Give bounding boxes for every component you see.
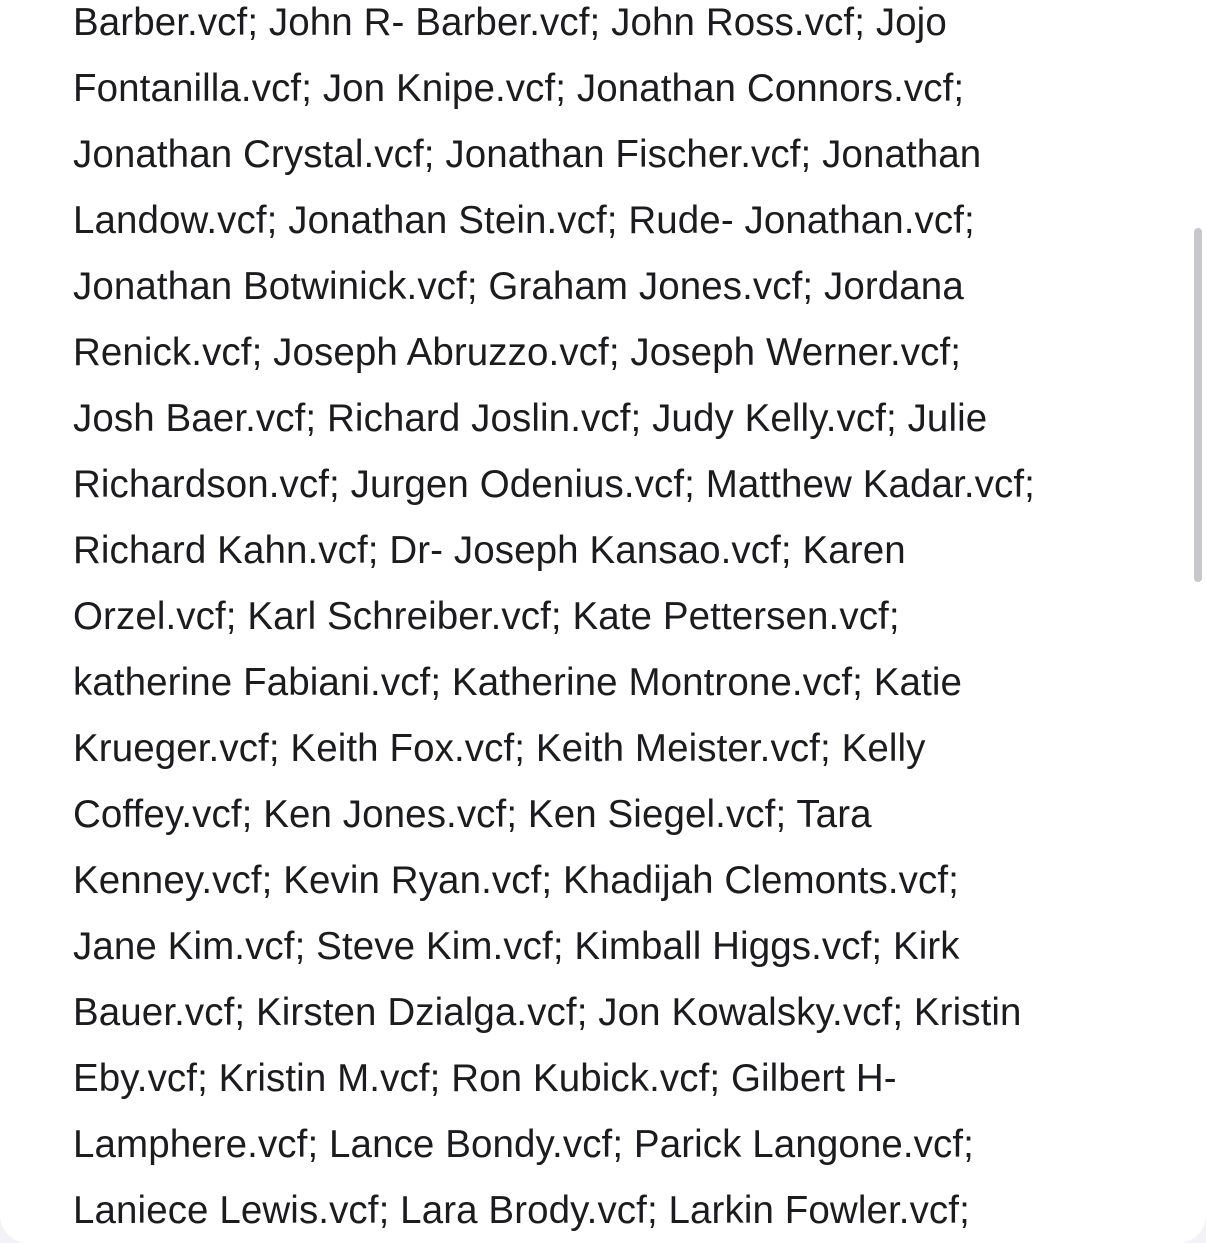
text-line: Orzel.vcf; Karl Schreiber.vcf; Kate Pettersen.vcf; <box>73 595 900 638</box>
scrollbar-thumb[interactable] <box>1194 228 1202 582</box>
text-line: Jane Kim.vcf; Steve Kim.vcf; Kimball Higgs.vcf; Kirk <box>73 925 960 968</box>
text-line: Laniece Lewis.vcf; Lara Brody.vcf; Larkin Fowler.vcf; <box>73 1189 970 1232</box>
text-line: Fontanilla.vcf; Jon Knipe.vcf; Jonathan Connors.vcf; <box>73 67 965 110</box>
text-line: Richardson.vcf; Jurgen Odenius.vcf; Matthew Kadar.vcf; <box>73 463 1035 506</box>
text-line: Landow.vcf; Jonathan Stein.vcf; Rude- Jonathan.vcf; <box>73 199 975 242</box>
text-line: Bauer.vcf; Kirsten Dzialga.vcf; Jon Kowalsky.vcf; Kristin <box>73 991 1022 1034</box>
text-line: Richard Kahn.vcf; Dr- Joseph Kansao.vcf; Karen <box>73 529 906 572</box>
text-line: katherine Fabiani.vcf; Katherine Montrone.vcf; Katie <box>73 661 963 704</box>
text-line: Jonathan Crystal.vcf; Jonathan Fischer.vcf; Jonathan <box>73 133 982 176</box>
text-line: Josh Baer.vcf; Richard Joslin.vcf; Judy Kelly.vcf; Julie <box>73 397 988 440</box>
text-line: Kenney.vcf; Kevin Ryan.vcf; Khadijah Clemonts.vcf; <box>73 859 959 902</box>
text-line: Krueger.vcf; Keith Fox.vcf; Keith Meister.vcf; Kelly <box>73 727 926 770</box>
vertical-scrollbar[interactable] <box>1186 0 1206 1243</box>
text-line: Eby.vcf; Kristin M.vcf; Ron Kubick.vcf; Gilbert H- <box>73 1057 897 1100</box>
text-line: Lamphere.vcf; Lance Bondy.vcf; Parick Langone.vcf; <box>73 1123 974 1166</box>
text-line: Barber.vcf; John R- Barber.vcf; John Ross.vcf; Jojo <box>73 1 947 44</box>
text-line: Coffey.vcf; Ken Jones.vcf; Ken Siegel.vcf; Tara <box>73 793 872 836</box>
attachment-list-text <box>73 0 1153 1243</box>
text-line: Jonathan Botwinick.vcf; Graham Jones.vcf; Jordana <box>73 265 964 308</box>
text-line: Renick.vcf; Joseph Abruzzo.vcf; Joseph Werner.vcf; <box>73 331 962 374</box>
